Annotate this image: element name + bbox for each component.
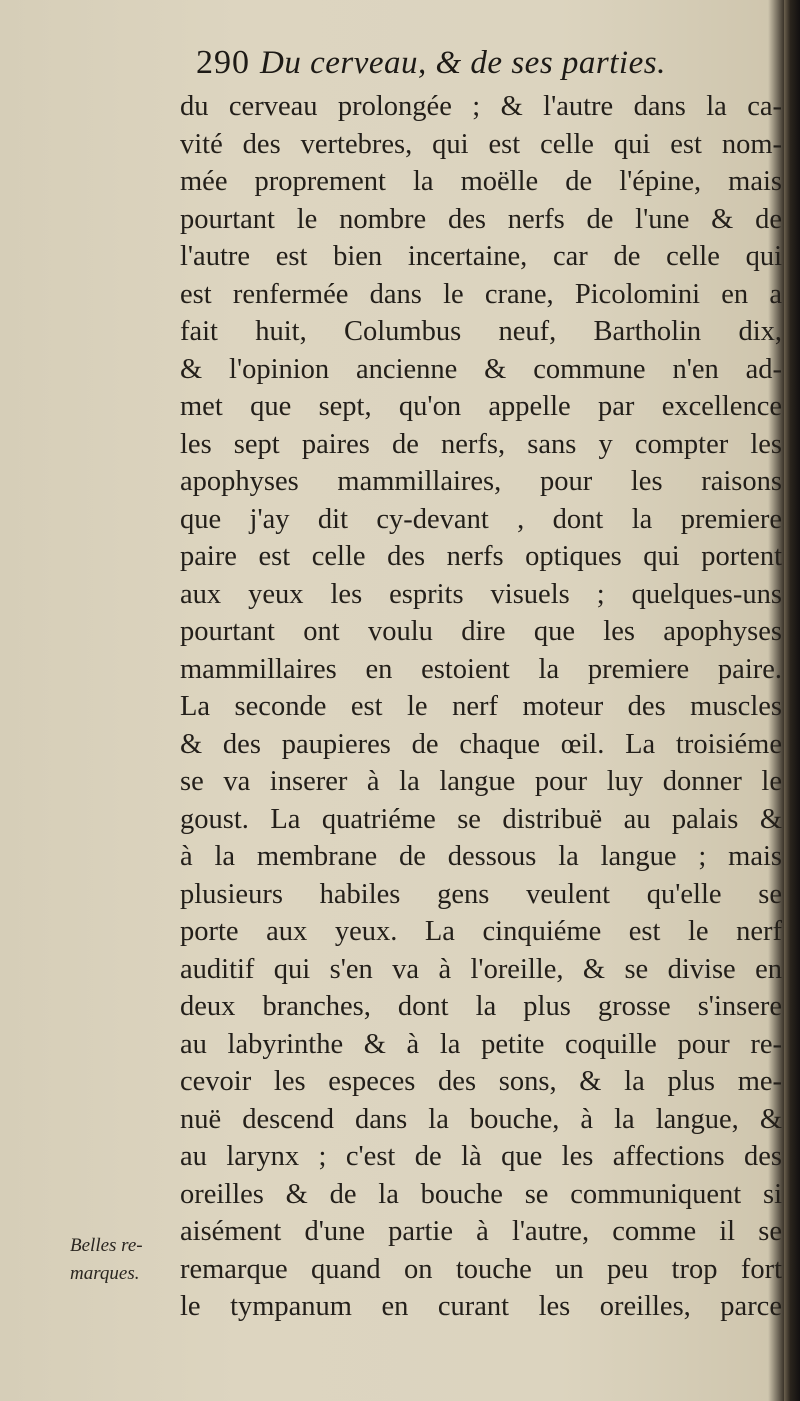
text-line: le tympanum en curant les oreilles, parce (180, 1291, 782, 1322)
text-line: paire est celle des nerfs optiques qui portent (180, 541, 782, 572)
text-line: fait huit, Columbus neuf, Bartholin dix, (180, 316, 782, 347)
text-line: & l'opinion ancienne & commune n'en ad- (180, 353, 782, 385)
text-line: pourtant le nombre des nerfs de l'une & de (180, 203, 782, 235)
text-line: les sept paires de nerfs, sans y compter les (180, 428, 782, 460)
text-line: La seconde est le nerf moteur des muscles (180, 691, 782, 722)
margin-note-line: Belles re- (70, 1235, 143, 1256)
text-line: au larynx ; c'est de là que les affections des (180, 1141, 782, 1172)
text-line: oreilles & de la bouche se communiquent si (180, 1178, 782, 1210)
text-line: aisément d'une partie à l'autre, comme il se (180, 1216, 782, 1247)
text-line: au labyrinthe & à la petite coquille pour re- (180, 1028, 782, 1060)
text-line: nuë descend dans la bouche, à la langue, & (180, 1103, 782, 1135)
text-line: & des paupieres de chaque œil. La troisiéme (180, 728, 782, 760)
book-spine-shadow (784, 0, 800, 1401)
text-line: aux yeux les esprits visuels ; quelques-uns (180, 578, 782, 610)
text-line: goust. La quatriéme se distribuë au palais & (180, 803, 782, 835)
text-line: auditif qui s'en va à l'oreille, & se divise en (180, 953, 782, 985)
text-line: apophyses mammillaires, pour les raisons (180, 466, 782, 497)
text-line: du cerveau prolongée ; & l'autre dans la ca- (180, 91, 782, 122)
text-line: mammillaires en estoient la premiere paire. (180, 653, 782, 685)
page-header (196, 44, 786, 90)
text-line: deux branches, dont la plus grosse s'insere (180, 991, 782, 1022)
text-line: mée proprement la moëlle de l'épine, mais (180, 166, 782, 197)
text-line: vité des vertebres, qui est celle qui est nom- (180, 128, 782, 160)
text-line: pourtant ont voulu dire que les apophyses (180, 616, 782, 647)
text-line: est renfermée dans le crane, Picolomini en a (180, 278, 782, 310)
text-line: cevoir les especes des sons, & la plus me- (180, 1066, 782, 1097)
text-line: met que sept, qu'on appelle par excellence (180, 391, 782, 422)
text-line: remarque quand on touche un peu trop fort (180, 1253, 782, 1285)
text-line: se va inserer à la langue pour luy donner le (180, 766, 782, 797)
text-line: porte aux yeux. La cinquiéme est le nerf (180, 916, 782, 947)
text-line: que j'ay dit cy-devant , dont la premiere (180, 503, 782, 535)
text-line: à la membrane de dessous la langue ; mais (180, 841, 782, 872)
page-number: 290 (196, 44, 250, 81)
margin-note-line: marques. (70, 1263, 140, 1284)
body-text (180, 88, 782, 1326)
text-line: l'autre est bien incertaine, car de celle qui (180, 241, 782, 272)
running-title: Du cerveau, & de ses parties. (260, 45, 666, 81)
margin-note (70, 1232, 182, 1288)
text-line: plusieurs habiles gens veulent qu'elle se (180, 878, 782, 910)
